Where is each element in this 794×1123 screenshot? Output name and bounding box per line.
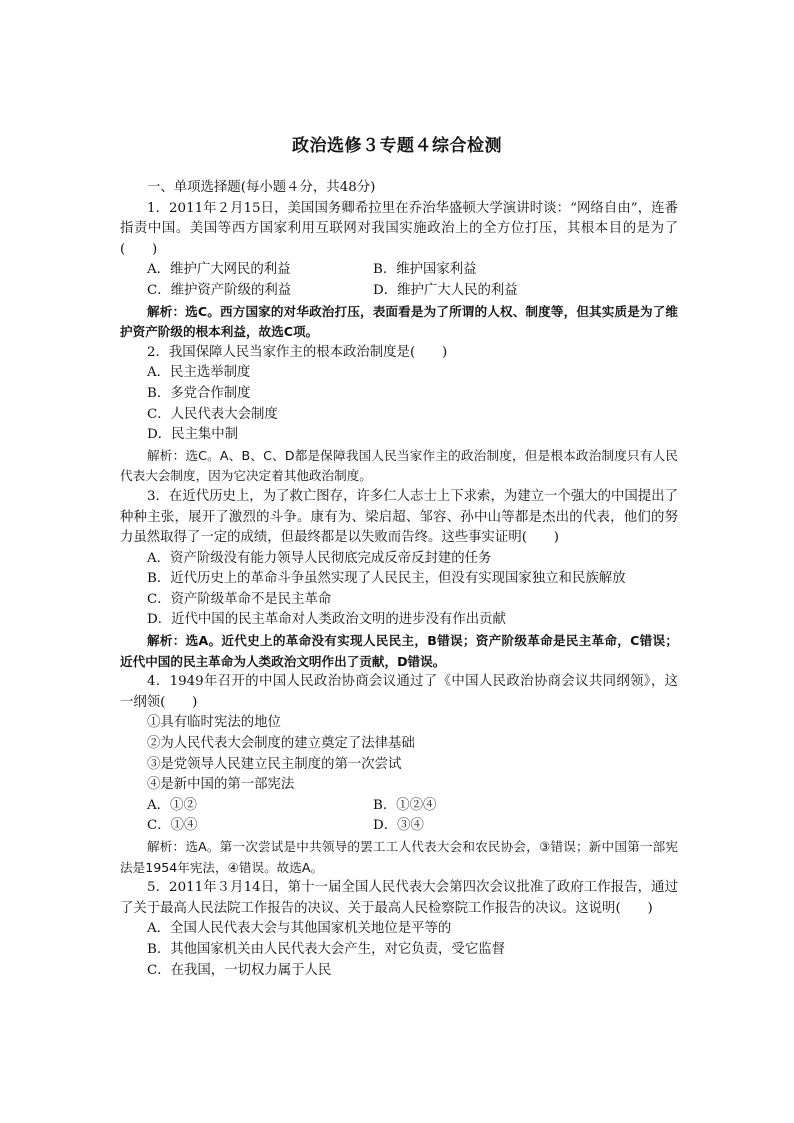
question-1-option-d: D．维护广大人民的利益 bbox=[373, 282, 518, 298]
question-5-option-c: C．在我国，一切权力属于人民 bbox=[147, 962, 332, 978]
question-4-item-2: ②为人民代表大会制度的建立奠定了法律基础 bbox=[147, 736, 415, 752]
question-3-analysis: 解析：选A。近代史上的革命没有实现人民民主，B错误；资产阶级革命是民主革命，C错误；近代中国的民主革命为人类政治文明作出了贡献，D错误。 bbox=[120, 633, 678, 669]
question-2-analysis: 解析：选C。A、B、C、D都是保障我国人民当家作主的政治制度，但是根本政治制度只有人民代表大会制度，因为它决定着其他政治制度。 bbox=[120, 447, 678, 484]
question-4-option-c: C．①④ bbox=[147, 818, 198, 834]
question-4-option-d: D．③④ bbox=[373, 818, 424, 834]
question-1-option-c: C．维护资产阶级的利益 bbox=[147, 282, 292, 298]
question-3-option-d: D．近代中国的民主革命对人类政治文明的进步没有作出贡献 bbox=[147, 612, 506, 628]
question-3-option-c: C．资产阶级革命不是民主革命 bbox=[147, 591, 332, 607]
question-4-options-row-2 bbox=[120, 816, 678, 837]
question-4-options-row-1 bbox=[120, 796, 678, 817]
question-1-options-row-1 bbox=[120, 260, 678, 281]
question-1-stem: 1．2011年２月15日，美国国务卿希拉里在乔治华盛顿大学演讲时谈：“网络自由”，连番指责中国。美国等西方国家利用互联网对我国实施政治上的全方位打压，其根本目的是为了( ) bbox=[120, 200, 678, 257]
question-2-stem: 2．我国保障人民当家作主的根本政治制度是( ) bbox=[147, 344, 448, 360]
question-1-option-b: B．维护国家利益 bbox=[373, 262, 477, 278]
section-heading: 一、单项选择题(每小题４分，共48分) bbox=[147, 180, 376, 195]
question-2-option-b: B．多党合作制度 bbox=[147, 385, 251, 401]
question-2-option-a: A．民主选举制度 bbox=[147, 365, 251, 381]
document-body bbox=[120, 178, 678, 981]
question-4-stem: 4．1949年召开的中国人民政治协商会议通过了《中国人民政治协商会议共同纲领》，这一纲领( ) bbox=[120, 674, 678, 710]
question-1-analysis: 解析：选C。西方国家的对华政治打压，表面看是为了所谓的人权、制度等，但其实质是为了维护资产阶级的根本利益，故选C项。 bbox=[120, 303, 678, 340]
question-5-stem: 5．2011年３月14日，第十一届全国人民代表大会第四次会议批准了政府工作报告，通过了关于最高人民法院工作报告的决议、关于最高人民检察院工作报告的决议。这说明( ) bbox=[120, 880, 678, 916]
question-4-item-4: ④是新中国的第一部宪法 bbox=[147, 777, 295, 793]
page-title: 政治选修３专题４综合检测 bbox=[292, 136, 502, 156]
question-5-option-b: B．其他国家机关由人民代表大会产生，对它负责，受它监督 bbox=[147, 941, 505, 957]
question-3-option-a: A．资产阶级没有能力领导人民彻底完成反帝反封建的任务 bbox=[147, 550, 492, 566]
question-4-analysis: 解析：选A。第一次尝试是中共领导的罢工工人代表大会和农民协会，③错误；新中国第一部宪法是1954年宪法，④错误。故选A。 bbox=[120, 839, 678, 875]
question-2-option-c: C．人民代表大会制度 bbox=[147, 406, 278, 422]
question-2-option-d: D．民主集中制 bbox=[147, 427, 239, 443]
question-4-item-1: ①具有临时宪法的地位 bbox=[147, 715, 281, 731]
question-1-options-row-2 bbox=[120, 281, 678, 302]
question-3-stem: 3．在近代历史上，为了救亡图存，许多仁人志士上下求索，为建立一个强大的中国提出了种种主张，展开了激烈的斗争。康有为、梁启超、邹容、孙中山等都是杰出的代表，他们的努力虽然取得了一定的成绩，但最终都是以失败而告终。这些事实证明( ) bbox=[120, 488, 678, 546]
question-5-option-a: A．全国人民代表大会与其他国家机关地位是平等的 bbox=[147, 921, 452, 937]
question-3-option-b: B．近代历史上的革命斗争虽然实现了人民民主，但没有实现国家独立和民族解放 bbox=[147, 571, 626, 587]
question-4-option-a: A．①② bbox=[147, 797, 197, 813]
question-4-item-3: ③是党领导人民建立民主制度的第一次尝试 bbox=[147, 756, 402, 772]
question-4-option-b: B．①②④ bbox=[373, 797, 437, 813]
question-1-option-a: A．维护广大网民的利益 bbox=[147, 262, 291, 278]
